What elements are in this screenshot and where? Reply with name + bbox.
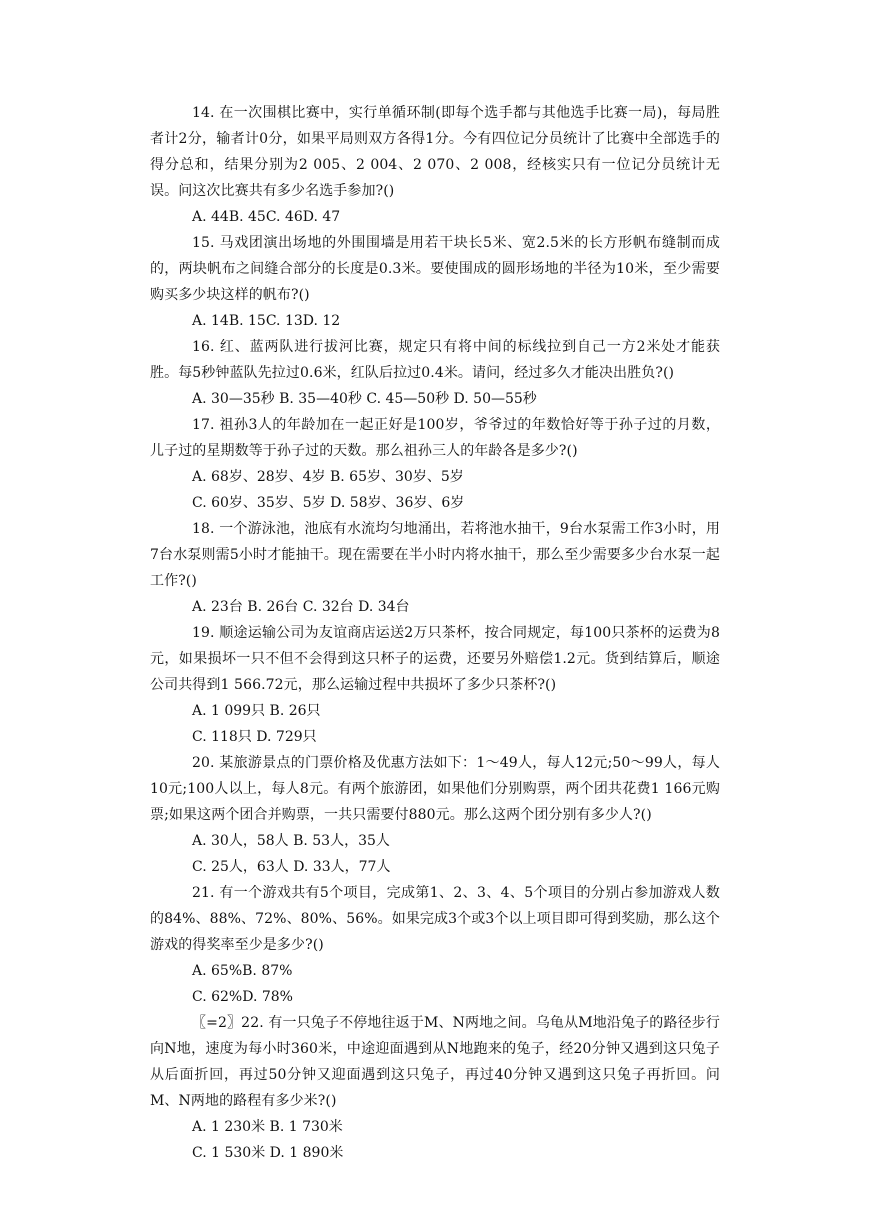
question-stem: 〖=2〗22. 有一只兔子不停地往返于M、N两地之间。乌龟从M地沿兔子的路径步行向N地，速度为每小时360米，中途迎面遇到从N地跑来的兔子，经20分钟又遇到这只兔子从后面折回，再过50分钟又迎面遇到这只兔子，再过40分钟又遇到这只兔子再折回。问M、N两地的路程有多少米?() [150, 1015, 720, 1109]
question-stem: 17. 祖孙3人的年龄加在一起正好是100岁，爷爷过的年数恰好等于孙子过的月数，儿子过的星期数等于孙子过的天数。那么祖孙三人的年龄各是多少?() [150, 417, 720, 459]
question-options: A. 1 230米 B. 1 730米 [192, 1119, 343, 1135]
question-21 [150, 880, 720, 1010]
document-page [150, 100, 720, 1166]
question-22 [150, 1010, 720, 1166]
question-stem: 14. 在一次围棋比赛中，实行单循环制(即每个选手都与其他选手比赛一局)，每局胜者计2分，输者计0分，如果平局则双方各得1分。今有四位记分员统计了比赛中全部选手的得分总和，结果分别为2 005、2 004、2 070、2 008，经核实只有一位记分员统计无误。问这次比赛共有多少名选手参加?() [150, 105, 720, 199]
question-options: C. 25人，63人 D. 33人，77人 [192, 859, 391, 875]
question-options: C. 60岁、35岁、5岁 D. 58岁、36岁、6岁 [192, 495, 465, 511]
question-stem: 20. 某旅游景点的门票价格及优惠方法如下：1～49人，每人12元;50～99人，每人10元;100人以上，每人8元。有两个旅游团，如果他们分别购票，两个团共花费1 166元购票;如果这两个团合并购票，一共只需要付880元。那么这两个团分别有多少人?() [150, 755, 720, 823]
question-options: A. 68岁、28岁、4岁 B. 65岁、30岁、5岁 [192, 469, 464, 485]
question-14 [150, 100, 720, 230]
question-stem: 15. 马戏团演出场地的外围围墙是用若干块长5米、宽2.5米的长方形帆布缝制而成的，两块帆布之间缝合部分的长度是0.3米。要使围成的圆形场地的半径为10米，至少需要购买多少块这样的帆布?() [150, 235, 720, 303]
question-options: C. 62%D. 78% [192, 989, 293, 1005]
question-18 [150, 516, 720, 620]
question-stem: 21. 有一个游戏共有5个项目，完成第1、2、3、4、5个项目的分别占参加游戏人数的84%、88%、72%、80%、56%。如果完成3个或3个以上项目即可得到奖励，那么这个游戏的得奖率至少是多少?() [150, 885, 720, 953]
question-options: A. 30—35秒 B. 35—40秒 C. 45—50秒 D. 50—55秒 [192, 391, 537, 407]
question-options: A. 14B. 15C. 13D. 12 [192, 313, 341, 329]
question-19 [150, 620, 720, 750]
question-stem: 18. 一个游泳池，池底有水流均匀地涌出，若将池水抽干，9台水泵需工作3小时，用7台水泵则需5小时才能抽干。现在需要在半小时内将水抽干，那么至少需要多少台水泵一起工作?() [150, 521, 720, 589]
question-20 [150, 750, 720, 880]
question-options: C. 1 530米 D. 1 890米 [192, 1145, 344, 1161]
question-15 [150, 230, 720, 334]
question-16 [150, 334, 720, 412]
question-options: A. 65%B. 87% [192, 963, 293, 979]
question-options: A. 44B. 45C. 46D. 47 [192, 209, 341, 225]
question-options: A. 1 099只 B. 26只 [192, 703, 321, 719]
question-options: C. 118只 D. 729只 [192, 729, 317, 745]
question-options: A. 23台 B. 26台 C. 32台 D. 34台 [192, 599, 410, 615]
question-stem: 16. 红、蓝两队进行拔河比赛，规定只有将中间的标线拉到自己一方2米处才能获胜。每5秒钟蓝队先拉过0.6米，红队后拉过0.4米。请问，经过多久才能决出胜负?() [150, 339, 720, 381]
question-stem: 19. 顺途运输公司为友谊商店运送2万只茶杯，按合同规定，每100只茶杯的运费为8元，如果损坏一只不但不会得到这只杯子的运费，还要另外赔偿1.2元。货到结算后，顺途公司共得到1 566.72元，那么运输过程中共损坏了多少只茶杯?() [150, 625, 720, 693]
question-17 [150, 412, 720, 516]
question-options: A. 30人，58人 B. 53人，35人 [192, 833, 390, 849]
